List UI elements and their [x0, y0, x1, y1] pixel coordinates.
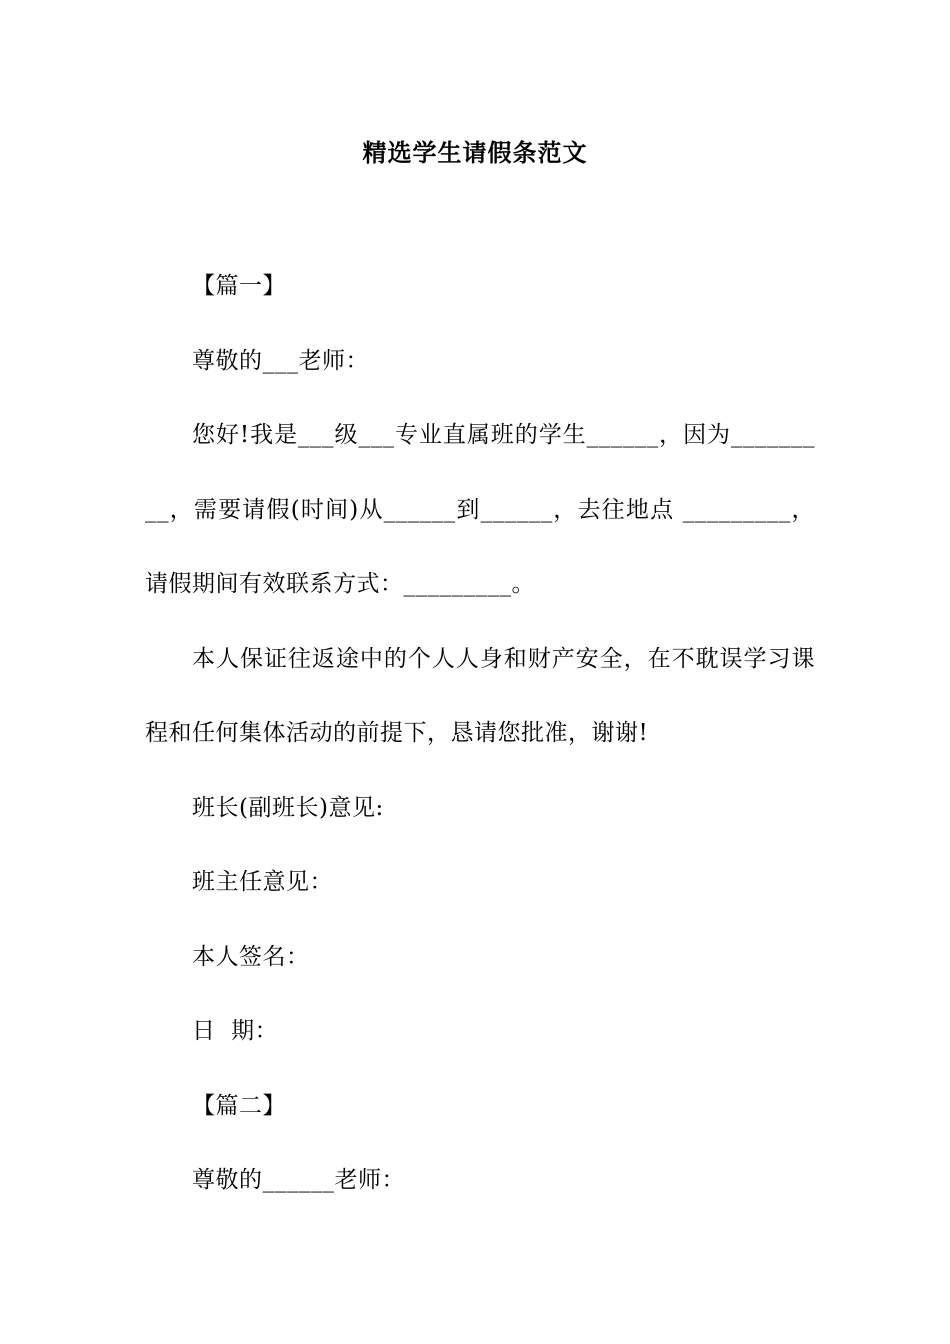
section-heading-2: 【篇二】	[192, 1092, 286, 1119]
head-teacher-opinion-line: 班主任意见：	[192, 869, 333, 895]
signature-line: 本人签名：	[192, 943, 310, 970]
document-title: 精选学生请假条范文	[362, 138, 588, 167]
salutation-2: 尊敬的______老师：	[192, 1167, 405, 1193]
request-paragraph: 您好!我是___级___专业直属班的学生______，因为_________，需要请假(时间)从______到______，去往地点 _________，请假期间有效联系方式：_________。	[145, 422, 815, 597]
document-body	[145, 249, 815, 1218]
section-heading-1: 【篇一】	[192, 273, 286, 299]
guarantee-paragraph: 本人保证往返途中的个人人身和财产安全，在不耽误学习课程和任何集体活动的前提下，恳请您批准，谢谢!	[145, 645, 815, 746]
salutation-1: 尊敬的___老师：	[192, 347, 369, 374]
monitor-opinion-line: 班长(副班长)意见:	[192, 794, 384, 821]
date-line: 日 期：	[192, 1018, 279, 1044]
